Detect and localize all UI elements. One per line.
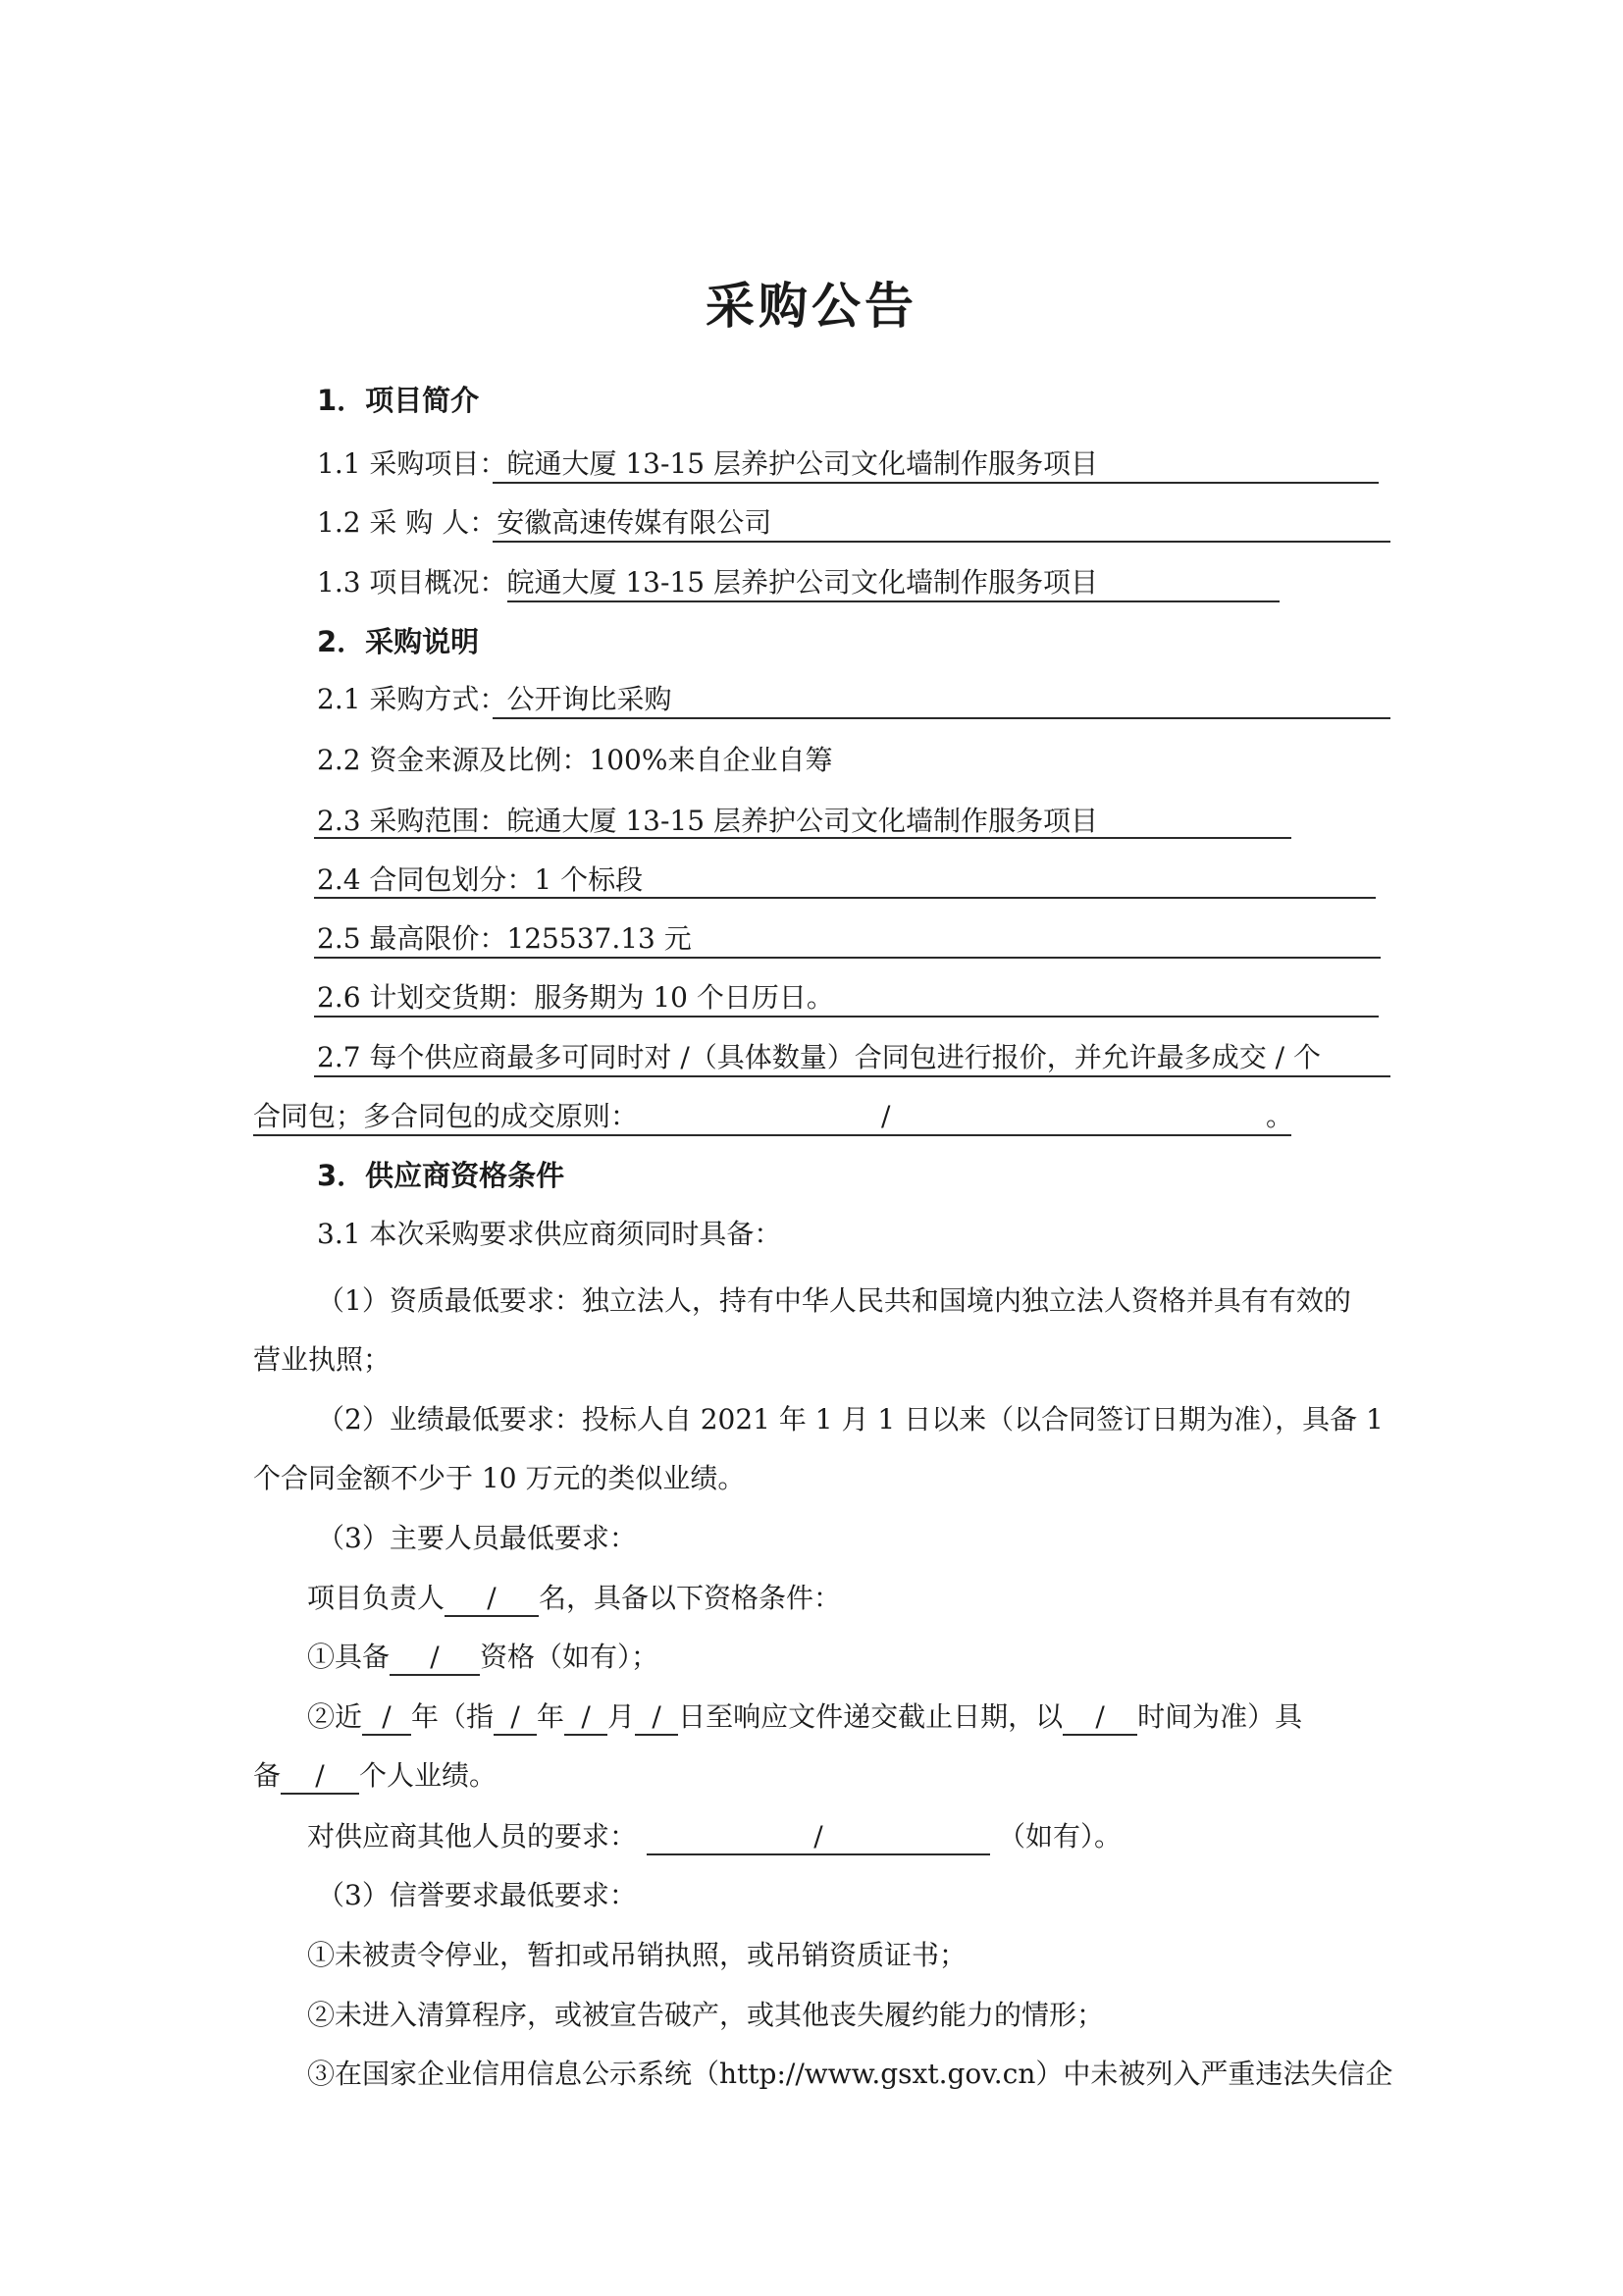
cond-2-have: 备 [253, 1759, 282, 1792]
pm-conditions: 名，具备以下资格条件： [539, 1582, 842, 1614]
item-2-4: 2.4 合同包划分：1 个标段 [317, 863, 644, 896]
other-staff-suffix: （如有）。 [998, 1820, 1123, 1852]
cond-2-year-blank: / [494, 1700, 537, 1736]
item-2-3-underline [314, 837, 1291, 839]
cond-2-refers: 年（指 [411, 1700, 495, 1733]
credit-1: ①未被责令停业，暂扣或吊销执照，或吊销资质证书； [307, 1939, 968, 1971]
item-1-2 [317, 503, 771, 543]
item-1-1-underline [493, 482, 1379, 484]
cond-2-month-blank: / [564, 1700, 607, 1736]
credit-3: ③在国家企业信用信息公示系统（http://www.gsxt.gov.cn）中未被列入严重违法失信企 [307, 2058, 1393, 2090]
item-2-1-underline [493, 717, 1390, 719]
cond-2-day-blank: / [635, 1700, 678, 1736]
item-1-2-value: 安徽高速传媒有限公司 [497, 506, 772, 539]
item-2-1-label: 2.1 采购方式： [317, 683, 507, 715]
other-staff-blank: / [647, 1820, 990, 1855]
req-personnel: （3）主要人员最低要求： [317, 1522, 637, 1554]
cond-2-line2 [253, 1756, 497, 1796]
item-1-2-underline [493, 541, 1390, 543]
section-2-heading: 2．采购说明 [317, 625, 480, 658]
item-2-4-underline [314, 897, 1376, 899]
other-staff-label: 对供应商其他人员的要求： [307, 1820, 638, 1852]
cond-1-line [307, 1638, 658, 1677]
cond-2-deadline: 日至响应文件递交截止日期，以 [678, 1700, 1064, 1733]
other-staff-line [307, 1817, 1122, 1856]
req-performance-line1: （2）业绩最低要求：投标人自 2021 年 1 月 1 日以来（以合同签订日期为准），具备 1 [317, 1403, 1384, 1435]
page-title: 采购公告 [706, 278, 917, 335]
req-performance-line2: 个合同金额不少于 10 万元的类似业绩。 [253, 1462, 746, 1494]
item-3-1: 3.1 本次采购要求供应商须同时具备： [317, 1218, 782, 1250]
credit-2: ②未进入清算程序，或被宣告破产，或其他丧失履约能力的情形； [307, 1999, 1105, 2031]
req-credit: （3）信誉要求最低要求： [317, 1879, 637, 1911]
item-2-7-line2 [253, 1097, 638, 1136]
item-2-5-underline [314, 957, 1381, 959]
cond-2-count-blank: / [281, 1759, 359, 1795]
item-1-3-underline [507, 600, 1280, 602]
req-qualification-line1: （1）资质最低要求：独立法人，持有中华人民共和国境内独立法人资格并具有有效的 [317, 1284, 1351, 1317]
cond-2-time-blank: / [1063, 1700, 1137, 1736]
item-2-7-underline-2 [253, 1134, 1291, 1136]
cond-2-month: 月 [607, 1700, 636, 1733]
item-2-1 [317, 680, 671, 719]
item-2-3-label: 2.3 采购范围： [317, 805, 507, 837]
cond-1-suffix: 资格（如有）； [480, 1641, 659, 1673]
section-1-heading: 1．项目简介 [317, 384, 480, 417]
pm-label: 项目负责人 [307, 1582, 445, 1614]
item-2-7-end: 。 [1266, 1100, 1294, 1132]
project-manager-line [307, 1579, 841, 1618]
cond-1-blank: / [390, 1641, 480, 1676]
req-qualification-line2: 营业执照； [253, 1343, 392, 1376]
item-1-3-label: 1.3 项目概况： [317, 566, 507, 599]
item-2-3-value: 皖通大厦 13-15 层养护公司文化墙制作服务项目 [506, 805, 1098, 837]
item-1-2-label: 1.2 采 购 人： [317, 506, 497, 539]
section-3-heading: 3．供应商资格条件 [317, 1159, 565, 1192]
item-1-1-label: 1.1 采购项目： [317, 447, 507, 480]
item-2-7-underline-1 [314, 1075, 1390, 1077]
pm-count-blank: / [445, 1582, 539, 1617]
item-2-6-underline [314, 1016, 1379, 1018]
cond-2-line1 [307, 1697, 1302, 1737]
cond-2-years-blank: / [362, 1700, 411, 1736]
item-1-1-value: 皖通大厦 13-15 层养护公司文化墙制作服务项目 [506, 447, 1098, 480]
cond-2-personal: 个人业绩。 [359, 1759, 497, 1792]
item-2-2: 2.2 资金来源及比例：100%来自企业自筹 [317, 744, 833, 776]
cond-2-tail: 时间为准）具 [1137, 1700, 1303, 1733]
item-2-5: 2.5 最高限价：125537.13 元 [317, 922, 692, 955]
item-2-6: 2.6 计划交货期：服务期为 10 个日历日。 [317, 981, 834, 1014]
item-1-3-value: 皖通大厦 13-15 层养护公司文化墙制作服务项目 [506, 566, 1098, 599]
item-2-1-value: 公开询比采购 [506, 683, 672, 715]
cond-2-year: 年 [537, 1700, 565, 1733]
cond-2-near: ②近 [307, 1700, 363, 1733]
item-2-7-rule-label: 合同包；多合同包的成交原则： [253, 1100, 639, 1132]
item-2-3 [317, 802, 1098, 841]
item-1-3 [317, 563, 1098, 602]
cond-1-prefix: ①具备 [307, 1641, 391, 1673]
item-1-1 [317, 444, 1098, 484]
item-2-7-slash: / [881, 1100, 891, 1132]
item-2-7-line1: 2.7 每个供应商最多可同时对 /（具体数量）合同包进行报价，并允许最多成交 / 个 [317, 1041, 1322, 1073]
